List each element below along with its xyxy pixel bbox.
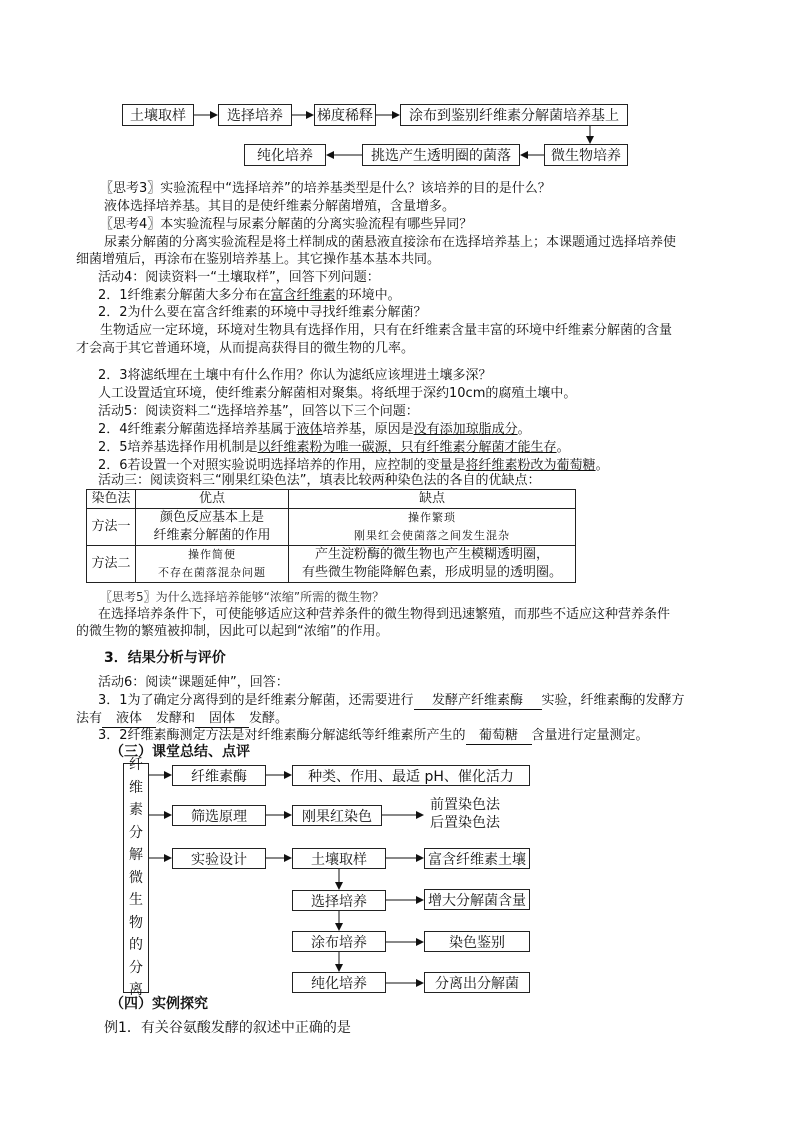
summary-cellulase: 纤维素酶	[172, 765, 266, 786]
q-2-1-answer: 富含纤维素	[270, 288, 336, 303]
summary-topic-box	[123, 757, 149, 999]
thinking-5-answer-1: 在选择培养条件下，可使能够适应这种营养条件的微生物得到迅速繁殖，而那些不适应这种营养条件	[98, 607, 671, 622]
thinking-3-answer: 液体选择培养基。其目的是使纤维素分解菌增殖，含量增多。	[104, 199, 456, 214]
activity-5-title: 活动5：阅读资料二“选择培养基”，回答以下三个问题：	[98, 404, 419, 419]
q-3-1-post: 实验，纤维素酶的发酵方	[541, 693, 685, 708]
q-3-1b-post: 发酵。	[249, 711, 289, 726]
q-3-2	[98, 727, 649, 745]
q-3-2-answer: 葡萄糖	[466, 727, 532, 745]
topic-char: 解	[129, 847, 143, 864]
method-1-advantages	[136, 509, 289, 546]
thinking-3-question: 〖思考3〗实验流程中“选择培养”的培养基类型是什么？该培养的目的是什么？	[100, 181, 551, 196]
table-header-advantages: 优点	[136, 490, 289, 509]
thinking-4-answer-1: 尿素分解菌的分离实验流程是将土样制成的菌悬液直接涂布在选择培养基上；本课题通过选择培养使	[104, 235, 677, 250]
summary-purification: 纯化培养	[292, 972, 386, 993]
summary-screening-principle: 筛选原理	[172, 805, 266, 826]
summary-cellulose-rich-soil: 富含纤维素土壤	[424, 848, 530, 869]
answer-2-3: 人工设置适宜环境，使纤维素分解菌相对聚集。将纸埋于深约10cm的腐殖土壤中。	[98, 386, 577, 401]
flow-soil-sampling: 土壤取样	[122, 104, 194, 126]
summary-post-staining: 后置染色法	[430, 815, 500, 831]
answer-2-2-line-2: 才会高于其它普通环境，从而提高获得目的微生物的几率。	[76, 341, 415, 356]
activity-congo-red-title: 活动三：阅读资料三“刚果红染色法”，填表比较两种染色法的各自的优缺点：	[98, 473, 541, 488]
table-header-row	[87, 490, 576, 509]
section-3-heading: 3．结果分析与评价	[104, 650, 226, 666]
q-3-1	[98, 692, 685, 710]
method-2-advantages	[136, 546, 289, 583]
summary-pre-staining: 前置染色法	[430, 797, 500, 813]
q-2-5-answer: 以纤维素粉为唯一碳源，只有纤维素分解菌才能生存	[257, 440, 557, 455]
flow-spread-plate: 涂布到鉴别纤维素分解菌培养基上	[400, 104, 628, 126]
topic-char: 物	[129, 914, 143, 931]
table-row	[87, 546, 576, 583]
q-2-4-answer-1: 液体	[296, 422, 323, 437]
summary-soil-sampling: 土壤取样	[292, 848, 386, 869]
q-3-2-post: 含量进行定量测定。	[531, 728, 649, 743]
thinking-4-question: 〖思考4〗本实验流程与尿素分解菌的分离实验流程有哪些异同？	[100, 217, 473, 232]
summary-increase-content: 增大分解菌含量	[424, 889, 530, 910]
summary-spread-culture: 涂布培养	[292, 931, 386, 952]
q-2-4-answer-2: 没有添加琼脂成分	[413, 422, 518, 437]
table-header-method: 染色法	[87, 490, 136, 509]
method-1-label: 方法一	[87, 509, 136, 546]
q-3-1b-mid: 发酵和	[156, 711, 196, 726]
table-header-disadvantages: 缺点	[289, 490, 576, 509]
topic-char: 的	[129, 937, 143, 954]
method-1-dis-line-1: 操作繁琐	[408, 511, 456, 524]
method-1-dis-line-2: 刚果红会使菌落之间发生混杂	[354, 529, 510, 542]
method-2-adv-line-2: 不存在菌落混杂问题	[158, 566, 266, 579]
summary-cellulase-detail: 种类、作用、最适 pH、催化活力	[292, 765, 530, 786]
q-2-6-pre: 2．6若设置一个对照实验说明选择培养的作用，应控制的变量是	[98, 458, 466, 473]
q-3-1-pre: 3．1为了确定分离得到的是纤维素分解菌，还需要进行	[98, 693, 414, 708]
topic-char: 维	[129, 779, 143, 796]
method-2-disadvantages	[289, 546, 576, 583]
topic-char: 素	[129, 802, 143, 819]
activity-4-title: 活动4：阅读资料一“土壤取样”，回答下列问题：	[98, 270, 380, 285]
summary-isolate-bacteria: 分离出分解菌	[424, 972, 530, 993]
q-2-1	[98, 287, 401, 304]
q-2-3: 2．3将滤纸埋在土壤中有什么作用？你认为滤纸应该埋进土壤多深？	[98, 368, 492, 383]
q-3-2-pre: 3．2纤维素酶测定方法是对纤维素酶分解滤纸等纤维素所产生的	[98, 728, 466, 743]
activity-6-title: 活动6：阅读“课题延伸”，回答：	[98, 675, 289, 690]
q-2-2: 2．2为什么要在富含纤维素的环境中寻找纤维素分解菌？	[98, 305, 427, 320]
q-3-1-cont	[76, 710, 288, 728]
table-row	[87, 509, 576, 546]
method-1-disadvantages	[289, 509, 576, 546]
topic-char: 微	[129, 869, 143, 886]
flow-pick-colonies: 挑选产生透明圈的菌落	[362, 144, 520, 166]
topic-char: 分	[129, 959, 143, 976]
thinking-5-question: 〖思考5〗为什么选择培养能够“浓缩”所需的微生物？	[100, 590, 385, 604]
q-3-1b-pre: 法有	[76, 711, 103, 726]
method-2-dis-line-2: 有些微生物能降解色素，形成明显的透明圈。	[301, 565, 562, 580]
topic-char: 生	[129, 892, 143, 909]
q-3-1-answer: 发酵产纤维素酶	[414, 692, 542, 710]
q-2-5-post: 。	[556, 440, 570, 455]
summary-selective-culture: 选择培养	[292, 890, 386, 911]
method-2-dis-line-1: 产生淀粉酶的微生物也产生模糊透明圈，	[314, 547, 549, 562]
examples-heading: （四）实例探究	[110, 996, 208, 1012]
q-2-4	[98, 421, 531, 438]
summary-heading: （三）课堂总结、点评	[110, 744, 250, 760]
summary-stain-identification: 染色鉴别	[424, 931, 530, 952]
q-2-1-pre: 2．1纤维素分解菌大多分布在	[98, 288, 271, 303]
method-2-adv-line-1: 操作简便	[188, 548, 236, 561]
summary-experiment-design: 实验设计	[172, 848, 266, 869]
method-2-label: 方法二	[87, 546, 136, 583]
example-1: 例1．有关谷氨酸发酵的叙述中正确的是	[104, 1020, 351, 1036]
q-2-4-pre: 2．4纤维素分解菌选择培养基属于	[98, 422, 297, 437]
summary-congo-red: 刚果红染色	[292, 805, 382, 826]
flow-microbe-culture: 微生物培养	[544, 144, 628, 166]
q-2-5	[98, 439, 570, 456]
topic-char: 分	[129, 824, 143, 841]
flow-purification: 纯化培养	[244, 144, 326, 166]
answer-2-2-line-1: 生物适应一定环境，环境对生物具有选择作用，只有在纤维素含量丰富的环境中纤维素分解菌的含量	[100, 323, 673, 338]
topic-char: 纤	[129, 757, 143, 774]
q-2-6-post: 。	[595, 458, 609, 473]
thinking-5-answer-2: 的微生物的繁殖被抑制，因此可以起到“浓缩”的作用。	[76, 624, 389, 639]
q-2-4-mid: 培养基，原因是	[322, 422, 414, 437]
topic-char: 离	[129, 982, 143, 999]
q-2-6-answer: 将纤维素粉改为葡萄糖	[465, 458, 596, 473]
q-2-4-post: 。	[517, 422, 531, 437]
q-3-1b-answer-1: 液体	[102, 710, 156, 728]
q-3-1b-answer-2: 固体	[195, 710, 249, 728]
q-2-1-post: 的环境中。	[335, 288, 401, 303]
method-1-adv-line-2: 纤维素分解菌的作用	[153, 528, 271, 543]
staining-comparison-table	[86, 489, 576, 583]
flow-selective-culture: 选择培养	[218, 104, 292, 126]
method-1-adv-line-1: 颜色反应基本上是	[159, 510, 264, 525]
thinking-4-answer-2: 细菌增殖后，再涂布在鉴别培养基上。其它操作基本基本共同。	[76, 252, 441, 267]
q-2-5-pre: 2．5培养基选择作用机制是	[98, 440, 258, 455]
flow-gradient-dilution: 梯度稀释	[314, 104, 376, 126]
